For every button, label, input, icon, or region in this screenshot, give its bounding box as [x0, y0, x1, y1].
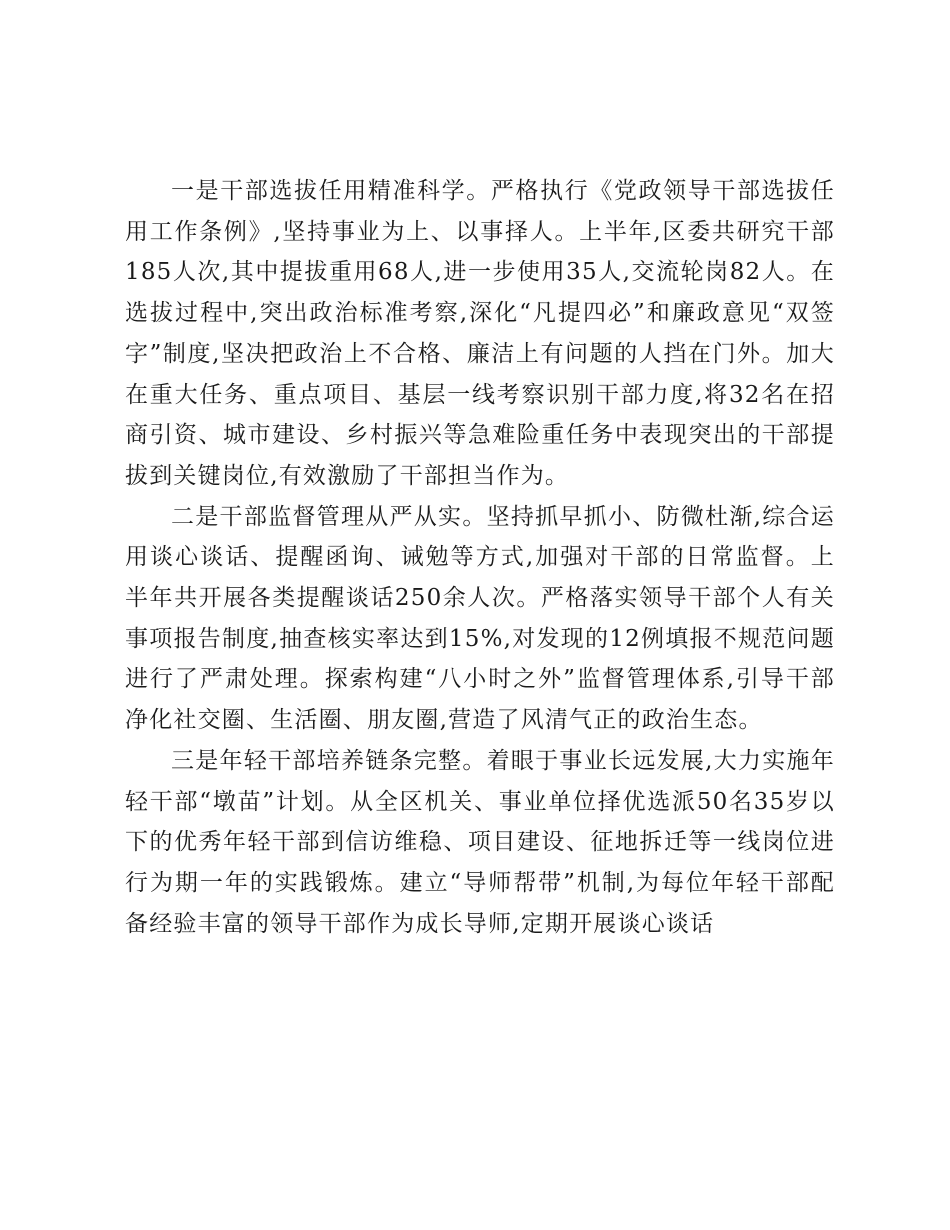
paragraph-cadre-selection: 一是干部选拔任用精准科学。严格执行《党政领导干部选拔任用工作条例》,坚持事业为上、以事择人。上半年,区委共研究干部185人次,其中提拔重用68人,进一步使用35人,交流轮岗82人。在选拔过程中,突出政治标准考察,深化“凡提四必”和廉政意见“双签字”制度,坚决把政治上不合格、廉洁上有问题的人挡在门外。加大在重大任务、重点项目、基层一线考察识别干部力度,将32名在招商引资、城市建设、乡村振兴等急难险重任务中表现突出的干部提拔到关键岗位,有效激励了干部担当作为。	[125, 178, 835, 489]
document-body	[125, 171, 835, 944]
paragraph-young-cadre-training: 三是年轻干部培养链条完整。着眼于事业长远发展,大力实施年轻干部“墩苗”计划。从全区机关、事业单位择优选派50名35岁以下的优秀年轻干部到信访维稳、项目建设、征地拆迁等一线岗位进行为期一年的实践锻炼。建立“导师帮带”机制,为每位年轻干部配备经验丰富的领导干部作为成长导师,定期开展谈心谈话	[125, 747, 835, 937]
paragraph-cadre-supervision: 二是干部监督管理从严从实。坚持抓早抓小、防微杜渐,综合运用谈心谈话、提醒函询、诫勉等方式,加强对干部的日常监督。上半年共开展各类提醒谈话250余人次。严格落实领导干部个人有关事项报告制度,抽查核实率达到15%,对发现的12例填报不规范问题进行了严肃处理。探索构建“八小时之外”监督管理体系,引导干部净化社交圈、生活圈、朋友圈,营造了风清气正的政治生态。	[125, 503, 835, 734]
